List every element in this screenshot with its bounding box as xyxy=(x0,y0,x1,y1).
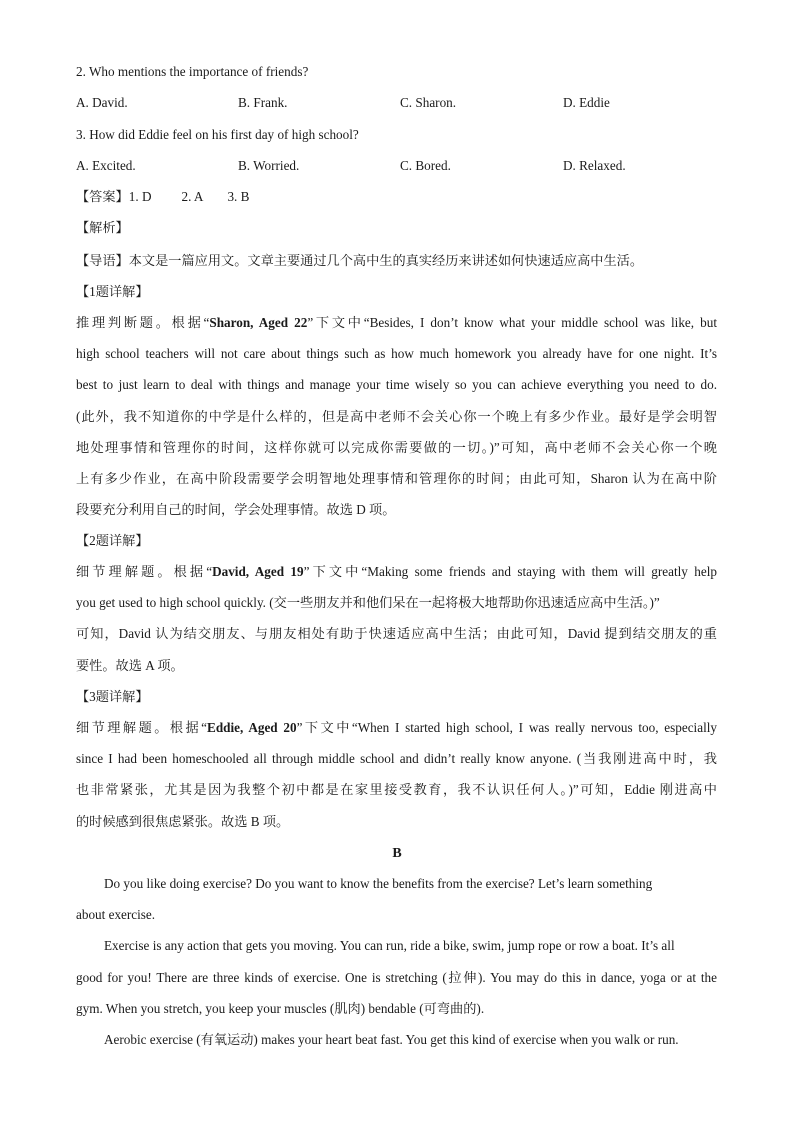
section-b-line: good for you! There are three kinds of exercise. One is stretching (拉伸). You may do this in dance, yoga or at the xyxy=(76,970,717,985)
answer-label: 【答案】 xyxy=(76,189,129,204)
detail-2-line: 要性。故选 A 项。 xyxy=(76,658,184,673)
detail-2-line: you get used to high school quickly. (交一些朋友并和他们呆在一起将极大地帮助你迅速适应高中生活。)” xyxy=(76,595,660,610)
detail-1-heading: 【1题详解】 xyxy=(76,284,149,299)
detail-2-line xyxy=(76,563,717,581)
q3-option-b: B. Worried. xyxy=(238,158,300,173)
q2-option-c: C. Sharon. xyxy=(400,95,457,110)
section-b-line: Do you like doing exercise? Do you want to know the benefits from the exercise? Let’s learn something xyxy=(104,876,653,891)
detail-1-prefix: 推理判断题。根据“ xyxy=(76,315,210,330)
q2-option-d: D. Eddie xyxy=(563,95,610,110)
detail-1-line: 段要充分利用自己的时间，学会处理事情。故选 D 项。 xyxy=(76,502,396,517)
q3-option-c: C. Bored. xyxy=(400,158,451,173)
intro-line xyxy=(76,252,643,270)
q2-option-b: B. Frank. xyxy=(238,95,288,110)
answer-item-2: 2. A xyxy=(181,189,204,204)
detail-3-prefix: 细节理解题。根据“ xyxy=(76,720,208,735)
detail-2-line: 可知，David 认为结交朋友、与朋友相处有助于快速适应高中生活；由此可知，David 提到结交朋友的重 xyxy=(76,626,717,641)
section-b-line: Exercise is any action that gets you moving. You can run, ride a bike, swim, jump rope or row a boat. It’s all xyxy=(104,938,675,953)
intro-label: 【导语】 xyxy=(76,253,129,268)
q3-option-d: D. Relaxed. xyxy=(563,158,626,173)
detail-3-line: 也非常紧张，尤其是因为我整个初中都是在家里接受教育，我不认识任何人。)”可知，Eddie 刚进高中 xyxy=(76,782,717,797)
detail-1-line: high school teachers will not care about things such as how much homework you already have for one night. It’s xyxy=(76,346,717,361)
section-b-line: Aerobic exercise (有氧运动) makes your heart beat fast. You get this kind of exercise when you walk or run. xyxy=(104,1032,679,1047)
question-2: 2. Who mentions the importance of friends? xyxy=(76,64,309,79)
detail-1-quote: ”下文中“Besides, I don’t know what your middle school was like, but xyxy=(307,315,717,330)
detail-2-keyword: David, Aged 19 xyxy=(212,564,304,579)
section-b-line: about exercise. xyxy=(76,907,156,922)
detail-1-line: 上有多少作业，在高中阶段需要学会明智地处理事情和管理你的时间；由此可知，Sharon 认为在高中阶 xyxy=(76,471,717,486)
detail-3-line xyxy=(76,719,717,737)
question-3: 3. How did Eddie feel on his first day of high school? xyxy=(76,127,359,142)
detail-3-quote: ”下文中“When I started high school, I was really nervous too, especially xyxy=(296,720,717,735)
section-b-title: B xyxy=(392,846,402,861)
detail-3-heading: 【3题详解】 xyxy=(76,689,149,704)
answer-row xyxy=(76,188,249,206)
detail-3-line: since I had been homeschooled all through middle school and didn’t really know anyone. (当我刚进高中时，我 xyxy=(76,751,717,766)
detail-1-keyword: Sharon, Aged 22 xyxy=(209,315,308,330)
detail-3-line: 的时候感到很焦虑紧张。故选 B 项。 xyxy=(76,814,290,829)
detail-1-line: (此外，我不知道你的中学是什么样的，但是高中老师不会关心你一个晚上有多少作业。最好是学会明智 xyxy=(76,409,717,424)
detail-1-line: best to just learn to deal with things and manage your time wisely so you can achieve everything you need to do. xyxy=(76,377,717,392)
q3-option-a: A. Excited. xyxy=(76,158,136,173)
q2-option-a: A. David. xyxy=(76,95,128,110)
detail-2-quote: ”下文中“Making some friends and staying with them will greatly help xyxy=(303,564,717,579)
analysis-label: 【解析】 xyxy=(76,220,129,235)
detail-1-line: 地处理事情和管理你的时间，这样你就可以完成你需要做的一切。)”可知，高中老师不会关心你一个晚 xyxy=(76,440,717,455)
section-b-line: gym. When you stretch, you keep your muscles (肌肉) bendable (可弯曲的). xyxy=(76,1001,485,1016)
answer-item-3: 3. B xyxy=(227,189,250,204)
intro-text: 本文是一篇应用文。文章主要通过几个高中生的真实经历来讲述如何快速适应高中生活。 xyxy=(128,253,644,268)
answer-item-1: 1. D xyxy=(128,189,152,204)
detail-2-prefix: 细节理解题。根据“ xyxy=(76,564,213,579)
detail-3-keyword: Eddie, Aged 20 xyxy=(207,720,297,735)
detail-1-line xyxy=(76,314,717,332)
detail-2-heading: 【2题详解】 xyxy=(76,533,149,548)
